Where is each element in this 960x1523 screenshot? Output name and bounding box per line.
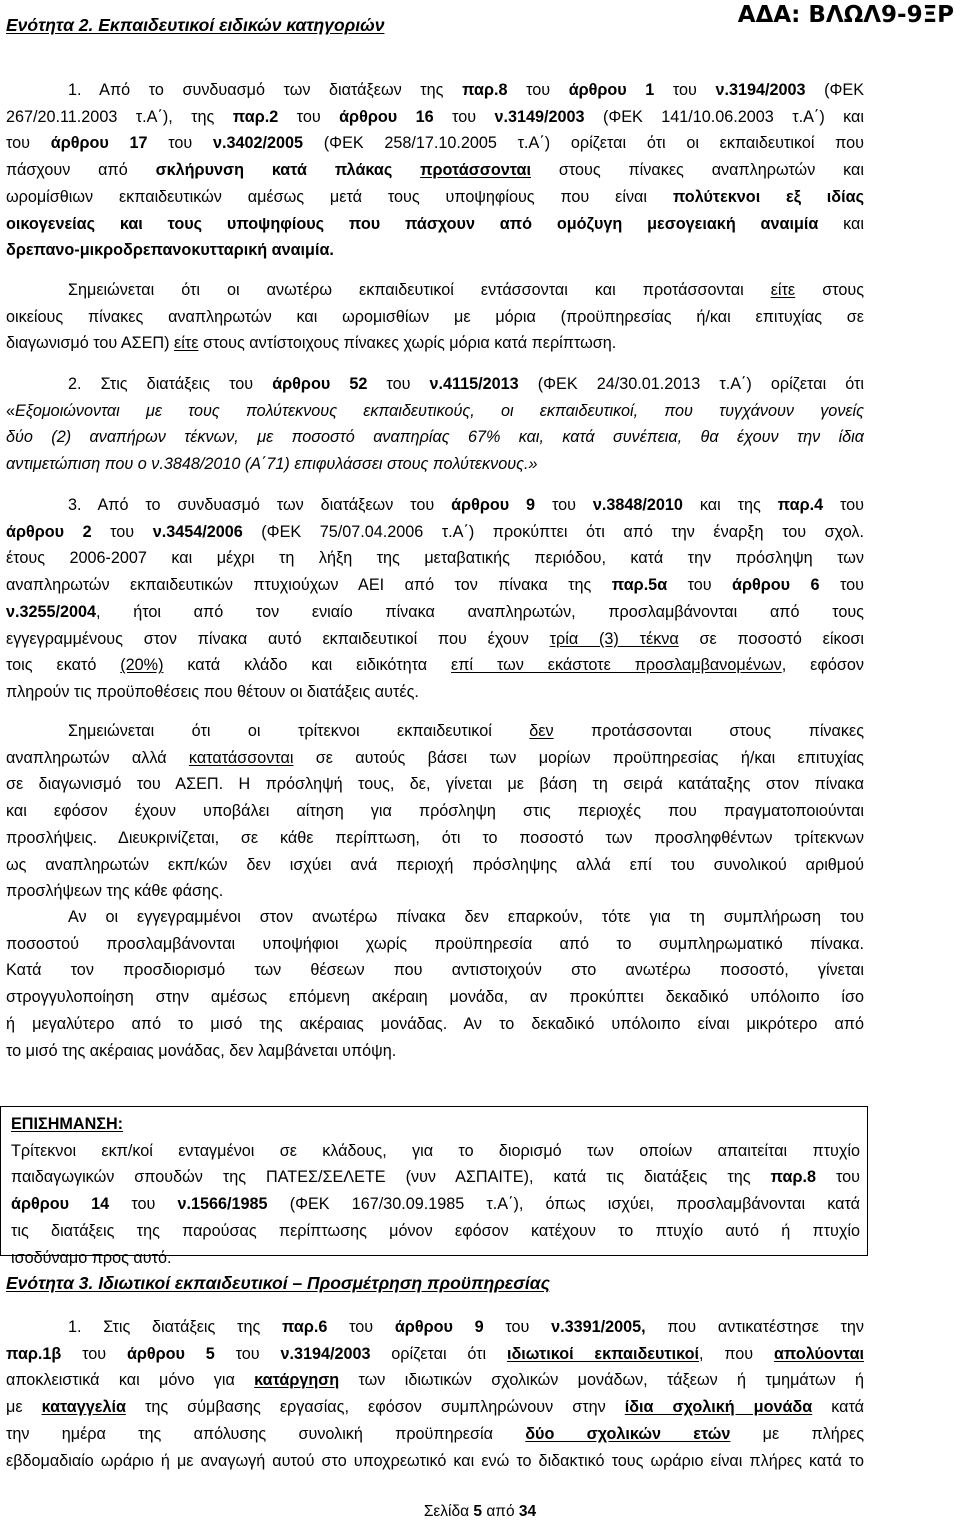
text-line: παρ.1β του άρθρου 5 του ν.3194/2003 ορίζεται ότι ιδιωτικοί εκπαιδευτικοί, που απολύονται (6, 1344, 864, 1363)
s2-paragraph-2 (6, 277, 864, 357)
text-line: «Εξομοιώνονται με τους πολύτεκνους εκπαιδευτικούς, οι εκπαιδευτικοί, που τυγχάνουν γονείς (6, 401, 864, 420)
text-line: εγγεγραμμένους στον πίνακα αυτό εκπαιδευτικοί που έχουν τρία (3) τέκνα σε ποσοστό είκοσι (6, 629, 864, 648)
text-line: πληρούν τις προϋποθέσεις που θέτουν οι διατάξεις αυτές. (6, 682, 419, 701)
text-line: ως αναπληρωτών εκπ/κών δεν ισχύει ανά περιοχή πρόσληψης αλλά επί του συνολικού αριθμού (6, 855, 864, 874)
text-line: τοις εκατό (20%) κατά κλάδο και ειδικότητα επί των εκάστοτε προσλαμβανομένων, εφόσον (6, 656, 864, 675)
text-line: δύο (2) αναπήρων τέκνων, με ποσοστό αναπηρίας 67% και, κατά συνέπεια, θα έχουν την ίδια (6, 428, 864, 447)
text-line: διαγωνισμό του ΑΣΕΠ) είτε στους αντίστοιχους πίνακες χωρίς μόρια κατά περίπτωση. (6, 334, 617, 353)
s2-paragraph-5 (6, 718, 864, 905)
text-line: Αν οι εγγεγραμμένοι στον ανωτέρω πίνακα δεν επαρκούν, τότε για τη συμπλήρωση του (68, 908, 864, 926)
text-line: άρθρου 14 του ν.1566/1985 (ΦΕΚ 167/30.09.1985 τ.Α΄), όπως ισχύει, προσλαμβάνονται κατά (11, 1195, 860, 1214)
text-line: ή μεγαλύτερο από το μισό της ακέραιας μονάδας. Αν το δεκαδικό υπόλοιπο είναι μικρότερο από (6, 1014, 864, 1033)
text-line: Σημειώνεται ότι οι τρίτεκνοι εκπαιδευτικοί δεν προτάσσονται στους πίνακες (68, 722, 864, 740)
page-footer: Σελίδα 5 από 34 (423, 1503, 537, 1520)
section-2-title: Ενότητα 2. Εκπαιδευτικοί ειδικών κατηγοριών (6, 15, 385, 35)
section-3-title: Ενότητα 3. Ιδιωτικοί εκπαιδευτικοί – Προσμέτρηση προϋπηρεσίας (6, 1273, 550, 1293)
text-line: την ημέρα της απόλυσης συνολική προϋπηρεσία δύο σχολικών ετών με πλήρες (6, 1424, 864, 1443)
text-line: Τρίτεκνοι εκπ/κοί ενταγμένοι σε κλάδους, για το διορισμό των οποίων απαιτείται πτυχίο (11, 1141, 860, 1160)
text-line: 3. Από το συνδυασμό των διατάξεων του άρθρου 9 του ν.3848/2010 και της παρ.4 του (68, 496, 864, 514)
text-line: Σημειώνεται ότι οι ανωτέρω εκπαιδευτικοί εντάσσονται και προτάσσονται είτε στους (68, 281, 864, 299)
text-line: ν.3255/2004, ήτοι από τον ενιαίο πίνακα αναπληρωτών, προσλαμβάνονται από τους (6, 602, 864, 621)
s2-paragraph-1 (6, 77, 864, 264)
text-line: οικογενείας και τους υποψηφίους που πάσχουν από ομόζυγη μεσογειακή αναιμία και (6, 214, 864, 233)
text-line: ωρομίσθιων εκπαιδευτικών αμέσως μετά τους υποψηφίους που είναι πολύτεκνοι εξ ιδίας (6, 187, 864, 206)
text-line: οικείους πίνακες αναπληρωτών και ωρομισθίων με μόρια (προϋπηρεσίας ή/και επιτυχίας σε (6, 307, 864, 326)
s2-paragraph-6 (6, 904, 864, 1064)
text-line: 267/20.11.2003 τ.Α΄), της παρ.2 του άρθρου 16 του ν.3149/2003 (ΦΕΚ 141/10.06.2003 τ.Α΄) και (6, 107, 864, 126)
text-line: παιδαγωγικών σπουδών της ΠΑΤΕΣ/ΣΕΛΕΤΕ (νυν ΑΣΠΑΙΤΕ), κατά τις διατάξεις της παρ.8 του (11, 1168, 860, 1187)
note-title: ΕΠΙΣΗΜΑΝΣΗ: (11, 1115, 124, 1133)
ada-code: ΑΔΑ: ΒΛΩΛ9-9ΞΡ (737, 2, 954, 28)
text-line: με καταγγελία της σύμβασης εργασίας, εφόσον συμπληρώνουν στην ίδια σχολική μονάδα κατά (6, 1398, 864, 1417)
text-line: προσλήψεων της κάθε φάσης. (6, 882, 224, 901)
text-line: και εφόσον έχουν υποβάλει αίτηση για πρόσληψη στις περιοχές που πραγματοποιούνται (6, 802, 864, 821)
s3-paragraph-1 (6, 1314, 864, 1474)
text-line: έτους 2006-2007 και μέχρι τη λήξη της μεταβατικής περιόδου, κατά την πρόσληψη των (6, 549, 864, 568)
s2-paragraph-4 (6, 492, 864, 706)
text-line: 1. Στις διατάξεις της παρ.6 του άρθρου 9 του ν.3391/2005, που αντικατέστησε την (68, 1318, 864, 1336)
text-line: το μισό της ακέραιας μονάδας, δεν λαμβάνεται υπόψη. (6, 1041, 397, 1060)
text-line: εβδομαδιαίο ωράριο ή με αναγωγή αυτού στο υποχρεωτικό και ενώ το διδακτικό τους ωράριο είναι πλήρες κατά το (6, 1451, 864, 1470)
text-line: τις διατάξεις της παρούσας περίπτωσης μόνον εφόσον κατέχουν το πτυχίο αυτό ή πτυχίο (11, 1221, 860, 1240)
text-line: ισοδύναμο προς αυτό. (11, 1248, 172, 1267)
note-content (11, 1111, 860, 1271)
text-line: άρθρου 2 του ν.3454/2006 (ΦΕΚ 75/07.04.2006 τ.Α΄) προκύπτει ότι από την έναρξη του σχολ. (6, 522, 864, 541)
text-line: 2. Στις διατάξεις του άρθρου 52 του ν.4115/2013 (ΦΕΚ 24/30.01.2013 τ.Α΄) ορίζεται ότι (68, 375, 864, 393)
text-line: Κατά τον προσδιορισμό των θέσεων που αντιστοιχούν στο ανωτέρω ποσοστό, γίνεται (6, 961, 864, 980)
text-line: αντιμετώπιση που ο ν.3848/2010 (Α΄71) επιφυλάσσει στους πολύτεκνους.» (6, 455, 538, 474)
s2-paragraph-3 (6, 371, 864, 478)
text-line: στρογγυλοποίηση στην αμέσως επόμενη ακέραιη μονάδα, αν προκύπτει δεκαδικό υπόλοιπο ίσο (6, 988, 864, 1007)
text-line: σε διαγωνισμό του ΑΣΕΠ. Η πρόσληψή τους, δε, γίνεται με βάση τη σειρά κατάταξης στον πίνακα (6, 775, 864, 794)
text-line: ποσοστού προσλαμβάνονται υποψήφιοι χωρίς προϋπηρεσία από το συμπληρωματικό πίνακα. (6, 934, 864, 953)
text-line: πάσχουν από σκλήρυνση κατά πλάκας προτάσσονται στους πίνακες αναπληρωτών και (6, 161, 864, 180)
text-line: προσλήψεις. Διευκρινίζεται, σε κάθε περίπτωση, ότι το ποσοστό των προσληφθέντων τρίτεκνων (6, 828, 864, 847)
text-line: δρεπανο-μικροδρεπανοκυτταρική αναιμία. (6, 241, 334, 260)
text-line: αναπληρωτών αλλά κατατάσσονται σε αυτούς βάσει των μορίων προϋπηρεσίας ή/και επιτυχίας (6, 748, 864, 767)
text-line: αναπληρωτών εκπαιδευτικών πτυχιούχων ΑΕΙ από τον πίνακα της παρ.5α του άρθρου 6 του (6, 576, 864, 595)
text-line: 1. Από το συνδυασμό των διατάξεων της παρ.8 του άρθρου 1 του ν.3194/2003 (ΦΕΚ (68, 81, 864, 99)
text-line: του άρθρου 17 του ν.3402/2005 (ΦΕΚ 258/17.10.2005 τ.Α΄) ορίζεται ότι οι εκπαιδευτικοί που (6, 134, 864, 153)
text-line: αποκλειστικά και μόνο για κατάργηση των ιδιωτικών σχολικών μονάδων, τάξεων ή τμημάτων ή (6, 1371, 864, 1390)
